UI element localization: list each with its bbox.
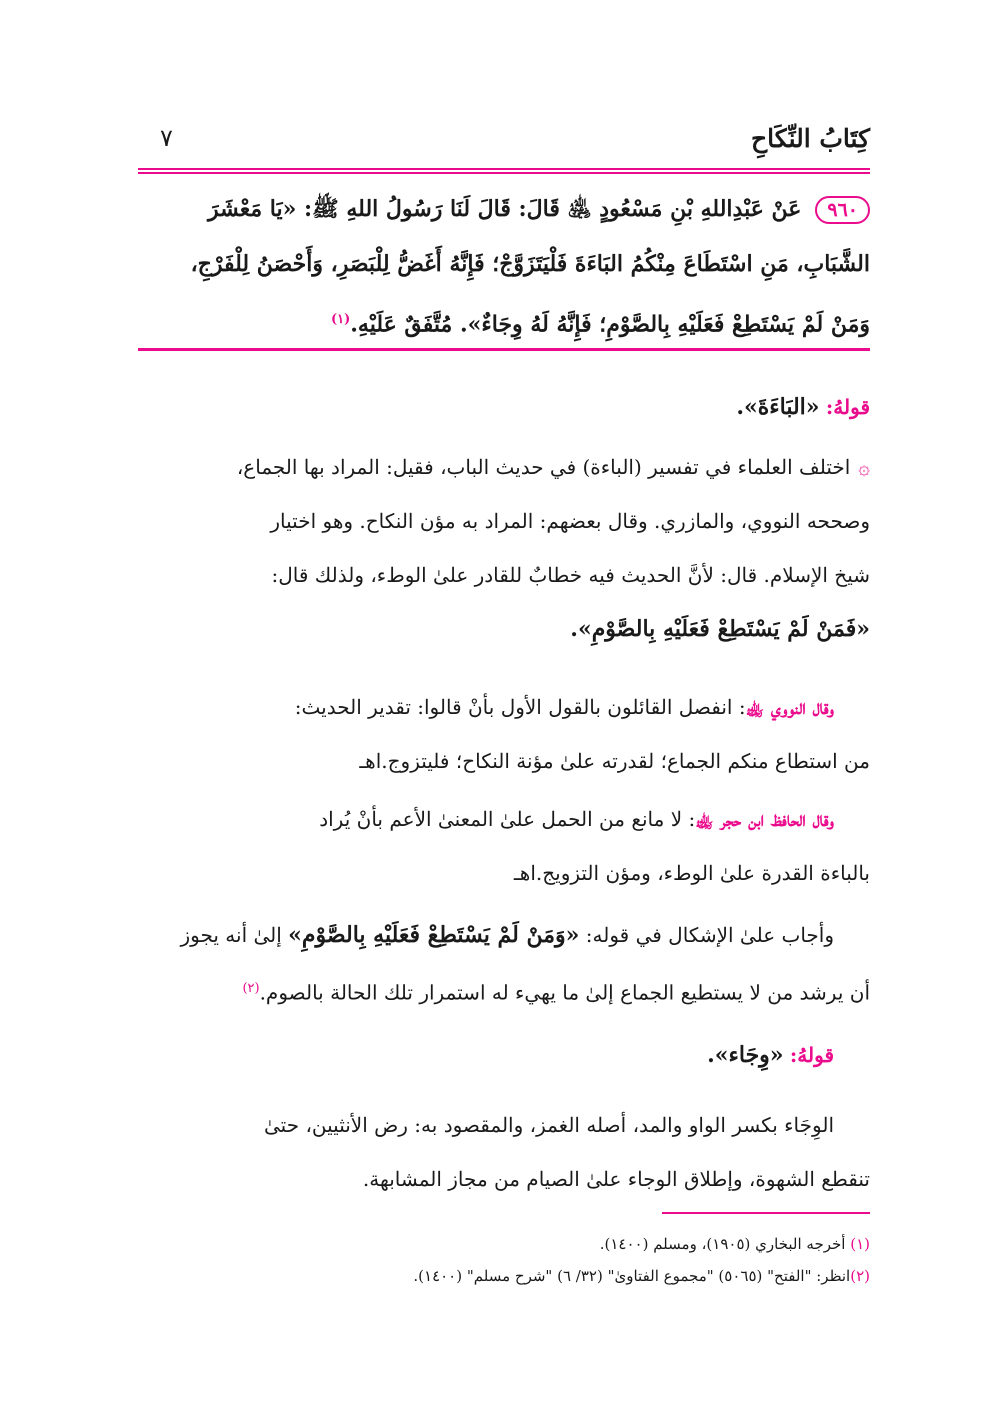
p4-quote: «وَمَنْ لَمْ يَسْتَطِعْ فَعَلَيْهِ بِالصَّوْمِ» xyxy=(288,922,580,948)
footnote-2-text: انظر: "الفتح" (٥٠٦٥) "مجموع الفتاوىٰ" (٣٢/ ٦) "شرح مسلم" (١٤٠٠). xyxy=(413,1267,851,1285)
p4-line-1 xyxy=(138,908,870,962)
qawluhu-label-2: قولهُ: xyxy=(789,1043,834,1067)
p1-line-2: وصححه النووي، والمازري. وقال بعضهم: المراد به مؤن النكاح. وهو اختيار xyxy=(270,509,870,533)
paragraph-5 xyxy=(138,1098,870,1206)
footnote-ref-2[interactable]: (٢) xyxy=(242,981,260,996)
p1-line-4: «فَمَنْ لَمْ يَسْتَطِعْ فَعَلَيْهِ بِالصَّوْمِ». xyxy=(570,616,870,642)
page-number: ٧ xyxy=(160,124,173,152)
header-rule xyxy=(138,168,870,174)
hadith-line-1 xyxy=(138,182,870,237)
hadith-line-3-text: وَمَنْ لَمْ يَسْتَطِعْ فَعَلَيْهِ بِالصَّوْمِ؛ فَإِنَّهُ لَهُ وِجَاءٌ». مُتَّفَقٌ عَلَيْهِ. xyxy=(350,311,870,338)
p4-pre: وأجاب علىٰ الإشكال في قوله: xyxy=(579,923,834,947)
footnote-2 xyxy=(138,1260,870,1292)
flower-icon: ۞ xyxy=(858,455,870,479)
footnote-1-text: أخرجه البخاري (١٩٠٥)، ومسلم (١٤٠٠). xyxy=(599,1235,851,1253)
footnote-1 xyxy=(138,1228,870,1260)
ibn-hajar-name: وقال الحافظ ابن حجر ﵀ xyxy=(695,807,834,831)
p3-line-1-text: : لا مانع من الحمل علىٰ المعنىٰ الأعم بأنْ يُراد xyxy=(319,807,696,831)
section-heading xyxy=(138,380,870,434)
footnote-ref-1[interactable]: (١) xyxy=(330,312,351,327)
hadith-line-2: الشَّبَابِ، مَنِ اسْتَطَاعَ مِنْكُمُ البَاءَةَ فَلْيَتَزَوَّجْ؛ فَإِنَّهُ أَغَضُّ لِلْبَصَرِ، وَأَحْصَنُ لِلْفَرْجِ، xyxy=(190,251,870,277)
hadith-divider xyxy=(138,348,870,351)
section-albaah xyxy=(138,380,870,434)
paragraph-3 xyxy=(138,792,870,900)
p3-line-2: بالباءة القدرة علىٰ الوطء، ومؤن التزويج.اهـ xyxy=(513,861,870,885)
p1-line-3: شيخ الإسلام. قال: لأنَّ الحديث فيه خطابٌ للقادر علىٰ الوطء، ولذلك قال: xyxy=(271,563,870,587)
qawluhu-label: قولهُ: xyxy=(825,395,870,419)
running-header xyxy=(138,122,870,162)
p4-post: إلىٰ أنه يجوز xyxy=(180,923,289,947)
p4-line-2 xyxy=(138,962,870,1016)
section2-heading xyxy=(138,1028,870,1082)
p5-line-2: تنقطع الشهوة، وإطلاق الوجاء علىٰ الصيام من مجاز المشابهة. xyxy=(362,1167,870,1191)
p5-line-1: الوِجَاء بكسر الواو والمد، أصله الغمز، والمقصود به: رض الأنثيين، حتىٰ xyxy=(264,1113,834,1137)
footnotes xyxy=(138,1228,870,1292)
footnote-2-num: (٢) xyxy=(850,1267,870,1285)
hadith-quote-start: «يَا مَعْشَرَ xyxy=(207,196,297,222)
hadith-line-3 xyxy=(138,292,870,347)
p3-line-1 xyxy=(138,792,870,846)
p2-line-1 xyxy=(138,680,870,734)
p1-line-1-text: اختلف العلماء في تفسير (الباءة) في حديث الباب، فقيل: المراد بها الجماع، xyxy=(236,455,851,479)
p4-line-2-text: أن يرشد من لا يستطيع الجماع إلىٰ ما يهيء له استمرار تلك الحالة بالصوم. xyxy=(259,980,870,1005)
footnote-rule xyxy=(662,1212,870,1214)
term-albaah: «البَاءَةَ». xyxy=(736,394,820,420)
paragraph-1 xyxy=(138,440,870,656)
p2-line-1-text: : انفصل القائلون بالقول الأول بأنْ قالوا: تقدير الحديث: xyxy=(294,695,746,719)
p2-line-2: من استطاع منكم الجماع؛ لقدرته علىٰ مؤنة النكاح؛ فليتزوج.اهـ xyxy=(359,749,870,773)
paragraph-4 xyxy=(138,908,870,1016)
chapter-title: كِتَابُ النِّكَاحِ xyxy=(751,124,870,153)
hadith-number-badge: ٩٦٠ xyxy=(815,196,870,224)
footnote-1-num: (١) xyxy=(850,1235,870,1253)
hadith-isnad: عَنْ عَبْدِاللهِ بْنِ مَسْعُودٍ ﵁ قَالَ: قَالَ لَنَا رَسُولُ اللهِ ﷺ: xyxy=(296,196,802,222)
term-wijaa: «وِجَاء». xyxy=(707,1042,784,1068)
hadith-block xyxy=(138,182,870,347)
p1-line-1 xyxy=(138,440,870,494)
section-wijaa xyxy=(138,1028,870,1082)
paragraph-2 xyxy=(138,680,870,788)
nawawi-name: وقال النووي ﵀ xyxy=(745,695,834,719)
